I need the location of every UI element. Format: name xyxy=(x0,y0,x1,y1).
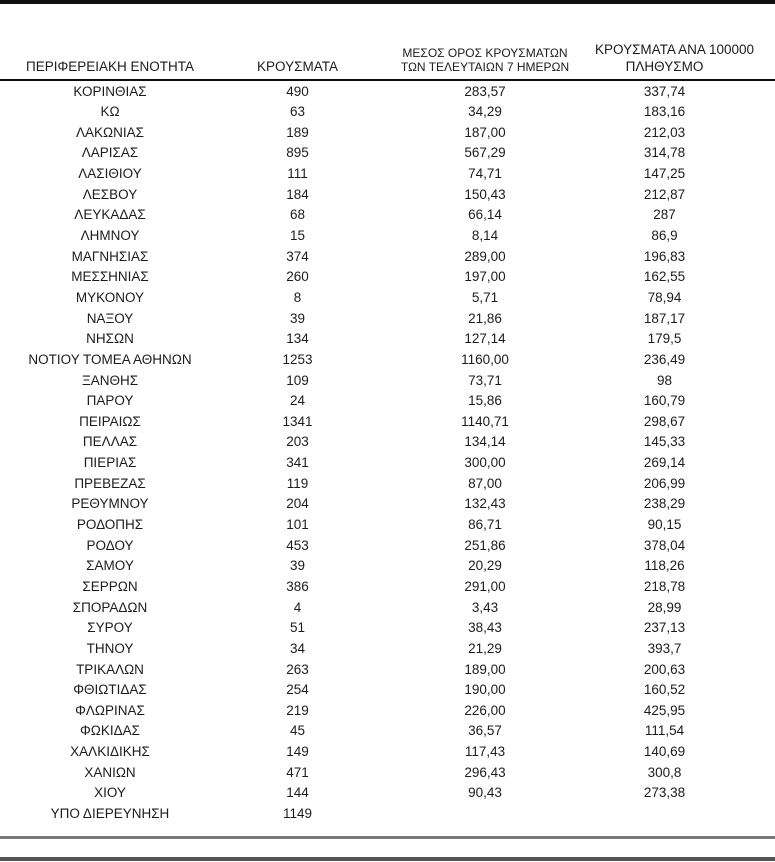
regional-unit-cell: ΜΕΣΣΗΝΙΑΣ xyxy=(71,269,149,285)
table-row xyxy=(0,783,775,804)
avg-7day-cell: 226,00 xyxy=(464,702,506,718)
per-100000-cell: 162,55 xyxy=(643,269,686,285)
per-100000-cell: 298,67 xyxy=(643,413,686,429)
per-100000-cell: 212,87 xyxy=(643,186,686,202)
spacer-cell xyxy=(734,535,775,556)
spacer-cell xyxy=(734,287,775,308)
cases-cell: 4 xyxy=(293,599,302,615)
cases-cell: 68 xyxy=(289,207,306,223)
spacer-cell xyxy=(734,700,775,721)
avg-7day-cell: 117,43 xyxy=(464,744,506,760)
cases-cell: 144 xyxy=(286,785,309,801)
spacer-cell xyxy=(734,803,775,824)
table-row xyxy=(0,205,775,226)
table-row xyxy=(0,514,775,535)
table-row xyxy=(0,659,775,680)
table-row xyxy=(0,494,775,515)
regional-unit-cell: ΛΕΣΒΟΥ xyxy=(82,186,138,202)
spacer-cell xyxy=(734,308,775,329)
avg-7day-cell: 251,86 xyxy=(464,537,506,553)
spacer-cell xyxy=(734,102,775,123)
column-header-cases-per-100000 xyxy=(595,4,754,80)
cases-cell: 1149 xyxy=(282,805,313,821)
column-header-cases-per-100000-line2: ΠΛΗΘΥΣΜΟ xyxy=(625,58,704,74)
avg-7day-cell: 296,43 xyxy=(464,764,506,780)
cases-cell: 39 xyxy=(289,310,306,326)
per-100000-cell: 237,13 xyxy=(643,620,686,636)
table-row xyxy=(0,803,775,824)
cases-cell: 111 xyxy=(287,166,308,182)
table-row xyxy=(0,143,775,164)
table-row xyxy=(0,576,775,597)
per-100000-cell: 238,29 xyxy=(643,496,686,512)
table-row xyxy=(0,473,775,494)
per-100000-cell: 206,99 xyxy=(643,475,686,491)
per-100000-cell: 28,99 xyxy=(647,599,682,615)
table-row xyxy=(0,164,775,185)
table-row xyxy=(0,122,775,143)
regional-unit-cell: ΞΑΝΘΗΣ xyxy=(81,372,139,388)
cases-cell: 109 xyxy=(286,372,309,388)
spacer-cell xyxy=(734,432,775,453)
per-100000-cell: 314,78 xyxy=(643,145,686,161)
avg-7day-cell: 5,71 xyxy=(471,289,499,305)
cases-cell: 134 xyxy=(286,331,309,347)
spacer-cell xyxy=(734,514,775,535)
regional-unit-cell: ΝΑΞΟΥ xyxy=(86,310,134,326)
cases-cell: 341 xyxy=(286,455,309,471)
per-100000-cell: 78,94 xyxy=(647,289,682,305)
avg-7day-cell: 21,86 xyxy=(468,310,502,326)
header-row xyxy=(0,4,775,80)
cases-cell: 895 xyxy=(286,145,309,161)
avg-7day-cell: 300,00 xyxy=(464,455,506,471)
per-100000-cell xyxy=(595,803,734,824)
table-row xyxy=(0,329,775,350)
spacer-cell xyxy=(734,329,775,350)
regional-unit-cell: ΣΠΟΡΑΔΩΝ xyxy=(72,599,148,615)
avg-7day-cell: 283,57 xyxy=(464,83,506,99)
regional-unit-cell: ΧΑΝΙΩΝ xyxy=(84,764,136,780)
per-100000-cell: 179,5 xyxy=(647,331,682,347)
per-100000-cell: 212,03 xyxy=(643,124,686,140)
avg-7day-cell: 150,43 xyxy=(464,186,506,202)
table-row xyxy=(0,556,775,577)
avg-7day-cell: 1160,00 xyxy=(461,351,509,367)
column-header-7day-average-line1: ΜΕΣΟΣ ΟΡΟΣ ΚΡΟΥΣΜΑΤΩΝ xyxy=(402,45,568,60)
cases-cell: 471 xyxy=(286,764,309,780)
regional-unit-cell: ΦΩΚΙΔΑΣ xyxy=(80,723,140,739)
spacer-cell xyxy=(734,618,775,639)
spacer-cell xyxy=(734,494,775,515)
column-header-cases-per-100000-line1: ΚΡΟΥΣΜΑΤΑ ΑΝΑ 100000 xyxy=(595,42,754,58)
per-100000-cell: 118,26 xyxy=(644,558,685,574)
per-100000-cell: 98 xyxy=(656,372,673,388)
column-header-cases: ΚΡΟΥΣΜΑΤΑ xyxy=(220,4,375,80)
per-100000-cell: 90,15 xyxy=(647,517,682,533)
per-100000-cell: 187,17 xyxy=(643,310,686,326)
avg-7day-cell: 567,29 xyxy=(464,145,506,161)
regional-unit-cell: ΡΟΔΟΠΗΣ xyxy=(76,517,144,533)
spacer-cell xyxy=(734,473,775,494)
per-100000-cell: 140,69 xyxy=(643,744,686,760)
spacer-cell xyxy=(734,122,775,143)
avg-7day-cell: 21,29 xyxy=(468,640,502,656)
cases-cell: 263 xyxy=(286,661,309,677)
cases-cell: 204 xyxy=(286,496,309,512)
spacer-cell xyxy=(734,349,775,370)
avg-7day-cell: 36,57 xyxy=(468,723,502,739)
avg-7day-cell: 90,43 xyxy=(468,785,502,801)
spacer-cell xyxy=(734,184,775,205)
per-100000-cell: 86,9 xyxy=(651,228,678,244)
table-row xyxy=(0,349,775,370)
column-header-7day-average-line2: ΤΩΝ ΤΕΛΕΥΤΑΙΩΝ 7 ΗΜΕΡΩΝ xyxy=(400,60,570,75)
column-header-regional-unit: ΠΕΡΙΦΕΡΕΙΑΚΗ ΕΝΟΤΗΤΑ xyxy=(0,4,220,80)
spacer-cell xyxy=(734,164,775,185)
per-100000-cell: 160,52 xyxy=(643,682,686,698)
cases-cell: 149 xyxy=(286,744,309,760)
regional-unit-cell: ΝΟΤΙΟΥ ΤΟΜΕΑ ΑΘΗΝΩΝ xyxy=(28,351,192,367)
cases-cell: 15 xyxy=(289,228,306,244)
regional-unit-cell: ΜΥΚΟΝΟΥ xyxy=(75,289,145,305)
per-100000-cell: 196,83 xyxy=(643,248,686,264)
avg-7day-cell: 74,71 xyxy=(468,166,502,182)
column-header-7day-average xyxy=(375,4,595,80)
cases-cell: 34 xyxy=(289,640,306,656)
spacer-cell xyxy=(734,680,775,701)
table-row xyxy=(0,597,775,618)
spacer-cell xyxy=(734,762,775,783)
cases-cell: 119 xyxy=(286,475,309,491)
table-row xyxy=(0,184,775,205)
avg-7day-cell: 87,00 xyxy=(468,475,502,491)
cases-cell: 219 xyxy=(286,702,309,718)
table-body xyxy=(0,80,775,824)
regional-unit-cell: ΡΕΘΥΜΝΟΥ xyxy=(71,496,149,512)
avg-7day-cell: 73,71 xyxy=(468,372,502,388)
regional-unit-cell: ΣΑΜΟΥ xyxy=(86,558,134,574)
spacer-cell xyxy=(734,205,775,226)
regional-unit-cell: ΛΑΡΙΣΑΣ xyxy=(81,145,139,161)
per-100000-cell: 236,49 xyxy=(643,351,686,367)
per-100000-cell: 147,25 xyxy=(643,166,686,182)
table-row xyxy=(0,391,775,412)
spacer-cell xyxy=(734,659,775,680)
avg-7day-cell: 8,14 xyxy=(471,228,499,244)
per-100000-cell: 287 xyxy=(653,207,676,223)
avg-7day-cell: 134,14 xyxy=(464,434,506,450)
table-row xyxy=(0,618,775,639)
avg-7day-cell: 132,43 xyxy=(464,496,506,512)
cases-cell: 1341 xyxy=(282,413,313,429)
avg-7day-cell: 34,29 xyxy=(468,104,502,120)
regional-unit-cell: ΠΡΕΒΕΖΑΣ xyxy=(74,475,146,491)
table-row xyxy=(0,721,775,742)
spacer-cell xyxy=(734,370,775,391)
spacer-cell xyxy=(734,638,775,659)
table-row xyxy=(0,762,775,783)
per-100000-cell: 300,8 xyxy=(647,764,682,780)
regional-unit-cell: ΚΟΡΙΝΘΙΑΣ xyxy=(73,83,147,99)
cases-cell: 51 xyxy=(289,620,306,636)
regional-unit-cell: ΦΘΙΩΤΙΔΑΣ xyxy=(73,682,147,698)
regional-unit-cell: ΣΕΡΡΩΝ xyxy=(82,578,138,594)
spacer-cell xyxy=(734,576,775,597)
cases-cell: 260 xyxy=(286,269,309,285)
cases-cell: 8 xyxy=(293,289,302,305)
spacer-cell xyxy=(734,143,775,164)
table-row xyxy=(0,267,775,288)
spacer-cell xyxy=(734,742,775,763)
avg-7day-cell: 20,29 xyxy=(468,558,502,574)
table-row xyxy=(0,225,775,246)
cases-cell: 203 xyxy=(286,434,309,450)
spacer-cell xyxy=(734,267,775,288)
table-row xyxy=(0,680,775,701)
regional-unit-cell: ΧΙΟΥ xyxy=(94,785,126,801)
table-row xyxy=(0,742,775,763)
avg-7day-cell: 190,00 xyxy=(464,682,506,698)
avg-7day-cell: 289,00 xyxy=(464,248,506,264)
regional-unit-cell: ΛΑΚΩΝΙΑΣ xyxy=(76,124,144,140)
spacer-cell xyxy=(734,597,775,618)
footer-rule-upper xyxy=(0,836,775,839)
regional-unit-cell: ΛΗΜΝΟΥ xyxy=(80,228,140,244)
spacer-cell xyxy=(734,556,775,577)
regional-unit-cell: ΛΕΥΚΑΔΑΣ xyxy=(74,207,146,223)
per-100000-cell: 393,7 xyxy=(647,640,682,656)
regional-unit-cell: ΦΛΩΡΙΝΑΣ xyxy=(75,702,145,718)
spacer-cell xyxy=(734,783,775,804)
table-row xyxy=(0,308,775,329)
table-row xyxy=(0,453,775,474)
footer-rule-lower xyxy=(0,857,775,861)
table-row xyxy=(0,432,775,453)
spacer-cell xyxy=(734,225,775,246)
cases-cell: 1253 xyxy=(282,351,313,367)
table-row xyxy=(0,411,775,432)
per-100000-cell: 145,33 xyxy=(643,434,686,450)
cases-cell: 490 xyxy=(286,83,309,99)
avg-7day-cell: 15,86 xyxy=(468,393,502,409)
spacer-cell xyxy=(734,453,775,474)
table-row xyxy=(0,638,775,659)
cases-cell: 45 xyxy=(289,723,306,739)
regional-unit-cell: ΠΕΛΛΑΣ xyxy=(82,434,138,450)
regional-unit-cell: ΡΟΔΟΥ xyxy=(86,537,134,553)
avg-7day-cell: 86,71 xyxy=(468,517,502,533)
per-100000-cell: 111,54 xyxy=(644,723,685,739)
cases-cell: 374 xyxy=(286,248,309,264)
spacer-cell xyxy=(734,721,775,742)
cases-cell: 189 xyxy=(286,124,309,140)
per-100000-cell: 337,74 xyxy=(643,83,686,99)
cases-cell: 101 xyxy=(286,517,309,533)
regional-unit-cell: ΜΑΓΝΗΣΙΑΣ xyxy=(71,248,149,264)
avg-7day-cell: 197,00 xyxy=(464,269,506,285)
regional-unit-cell: ΤΡΙΚΑΛΩΝ xyxy=(76,661,144,677)
table-row xyxy=(0,287,775,308)
avg-7day-cell: 38,43 xyxy=(468,620,502,636)
regional-unit-cell: ΝΗΣΩΝ xyxy=(86,331,134,347)
avg-7day-cell: 3,43 xyxy=(471,599,499,615)
avg-7day-cell xyxy=(375,803,595,824)
avg-7day-cell: 291,00 xyxy=(464,578,506,594)
regional-cases-table xyxy=(0,4,775,824)
table-row xyxy=(0,370,775,391)
table-row xyxy=(0,535,775,556)
avg-7day-cell: 187,00 xyxy=(464,124,506,140)
regional-unit-cell: ΛΑΣΙΘΙΟΥ xyxy=(78,166,142,182)
avg-7day-cell: 189,00 xyxy=(464,661,506,677)
table-row xyxy=(0,700,775,721)
cases-cell: 39 xyxy=(289,558,306,574)
per-100000-cell: 273,38 xyxy=(643,785,686,801)
per-100000-cell: 183,16 xyxy=(643,104,686,120)
regional-unit-cell: ΠΑΡΟΥ xyxy=(86,393,134,409)
per-100000-cell: 425,95 xyxy=(643,702,686,718)
spacer-cell xyxy=(734,391,775,412)
table-header xyxy=(0,4,775,80)
cases-cell: 386 xyxy=(286,578,309,594)
cases-cell: 453 xyxy=(286,537,309,553)
per-100000-cell: 160,79 xyxy=(643,393,686,409)
table-row xyxy=(0,102,775,123)
per-100000-cell: 269,14 xyxy=(643,455,686,471)
spacer-cell xyxy=(734,246,775,267)
per-100000-cell: 200,63 xyxy=(643,661,686,677)
cases-cell: 184 xyxy=(286,186,309,202)
regional-unit-cell: ΠΕΙΡΑΙΩΣ xyxy=(79,413,141,429)
cases-cell: 63 xyxy=(289,104,306,120)
spacer-cell xyxy=(734,80,775,102)
table-row xyxy=(0,246,775,267)
avg-7day-cell: 1140,71 xyxy=(461,413,509,429)
per-100000-cell: 218,78 xyxy=(643,578,686,594)
avg-7day-cell: 127,14 xyxy=(464,331,506,347)
spacer-cell xyxy=(734,411,775,432)
regional-unit-cell: ΧΑΛΚΙΔΙΚΗΣ xyxy=(70,744,150,760)
regional-unit-cell: ΥΠΟ ΔΙΕΡΕΥΝΗΣΗ xyxy=(50,805,170,821)
regional-unit-cell: ΣΥΡΟΥ xyxy=(87,620,133,636)
table-row xyxy=(0,80,775,102)
cases-cell: 254 xyxy=(286,682,309,698)
regional-unit-cell: ΤΗΝΟΥ xyxy=(86,640,134,656)
cases-cell: 24 xyxy=(289,393,306,409)
regional-unit-cell: ΠΙΕΡΙΑΣ xyxy=(83,455,137,471)
regional-unit-cell: ΚΩ xyxy=(100,104,120,120)
per-100000-cell: 378,04 xyxy=(643,537,686,553)
avg-7day-cell: 66,14 xyxy=(468,207,502,223)
